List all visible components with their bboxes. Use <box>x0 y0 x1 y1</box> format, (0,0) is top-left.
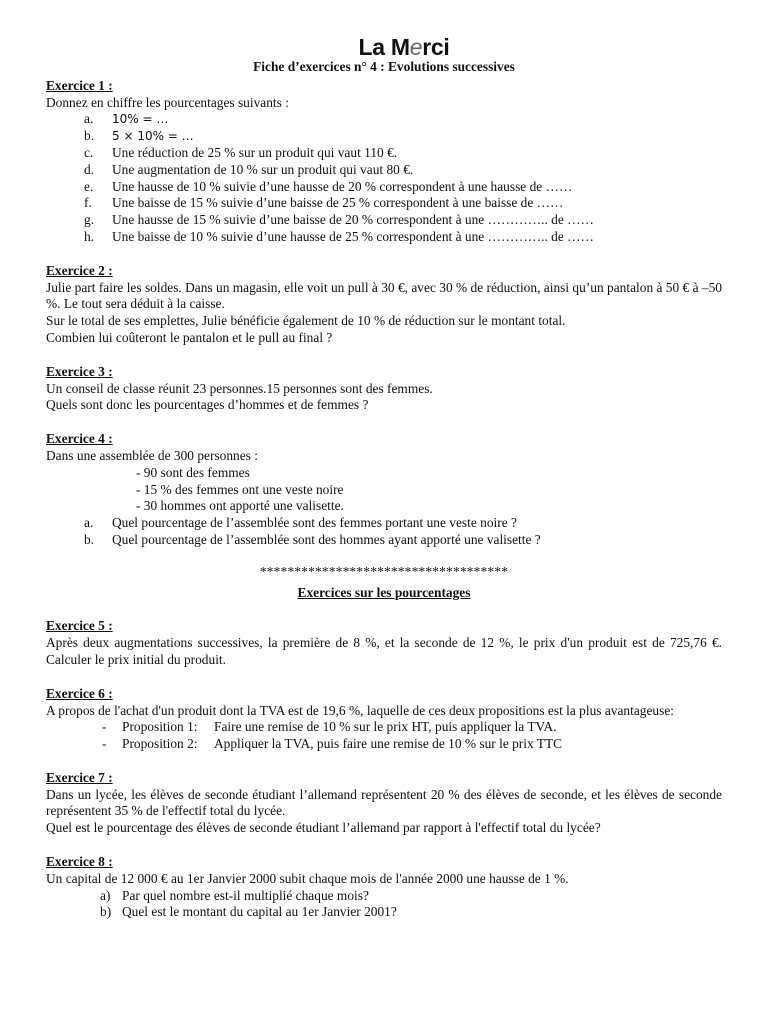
list-item <box>46 128 722 145</box>
exercise-8-questions <box>46 888 722 922</box>
list-item <box>46 229 722 246</box>
exercise-1-intro: Donnez en chiffre les pourcentages suivants : <box>46 94 289 110</box>
exercise-4-list <box>46 515 722 549</box>
logo-mark: e <box>409 34 423 60</box>
exercise-2-question: Combien lui coûteront le pantalon et le pull au final ? <box>46 329 333 345</box>
item-marker: b. <box>84 531 95 547</box>
fact-item: - 15 % des femmes ont une veste noire <box>136 481 344 497</box>
item-text: Quel pourcentage de l’assemblée sont des femmes portant une veste noire ? <box>112 515 517 531</box>
logo-text-end: rci <box>422 34 450 60</box>
item-text: 5 × 10% = … <box>112 129 194 144</box>
item-marker: - <box>102 719 107 735</box>
star-divider: ************************************ <box>259 563 509 579</box>
item-text: Une réduction de 25 % sur un produit qui vaut 110 €. <box>112 144 398 160</box>
exercise-3-paragraph: Un conseil de classe réunit 23 personnes.15 personnes sont des femmes. <box>46 380 433 396</box>
item-marker: e. <box>84 178 94 194</box>
exercise-7-paragraph: Dans un lycée, les élèves de seconde étudiant l’allemand représentent 20 % des élèves de seconde, et les élèves de seconde représentent 35 % de l'effectif total du lycée. <box>46 786 722 819</box>
exercise-6-paragraph: A propos de l'achat d'un produit dont la TVA est de 19,6 %, laquelle de ces deux propositions est la plus avantageuse: <box>46 702 674 718</box>
exercise-4-intro: Dans une assemblée de 300 personnes : <box>46 447 258 463</box>
exercise-3-question: Quels sont donc les pourcentages d’hommes et de femmes ? <box>46 397 369 413</box>
logo <box>86 34 722 60</box>
exercise-4-facts <box>46 465 722 515</box>
proposition-label: Proposition 1: <box>122 719 198 735</box>
item-text: Une baisse de 15 % suivie d’une baisse de 25 % correspondent à une baisse de …… <box>112 195 564 211</box>
exercise-7-title: Exercice 7 : <box>46 769 113 785</box>
exercise-5-title: Exercice 5 : <box>46 618 113 634</box>
worksheet-page <box>46 34 722 921</box>
item-text: Une augmentation de 10 % sur un produit qui vaut 80 €. <box>112 161 414 177</box>
item-marker: b. <box>84 128 95 144</box>
exercise-1-title: Exercice 1 : <box>46 77 113 93</box>
exercise-6-propositions <box>46 719 722 753</box>
proposition-item <box>46 719 722 736</box>
list-item <box>46 195 722 212</box>
fact-item: - 90 sont des femmes <box>136 464 250 480</box>
item-text: Une hausse de 15 % suivie d’une baisse de 20 % correspondent à une ………….. de …… <box>112 212 594 228</box>
item-text: Une baisse de 10 % suivie d’une hausse de 25 % correspondent à une ………….. de …… <box>112 228 594 244</box>
exercise-8-paragraph: Un capital de 12 000 € au 1er Janvier 2000 subit chaque mois de l'année 2000 une hausse de 1 %. <box>46 870 569 886</box>
exercise-2-title: Exercice 2 : <box>46 262 113 278</box>
question-text: Quel est le montant du capital au 1er Janvier 2001? <box>122 904 397 920</box>
proposition-label: Proposition 2: <box>122 736 198 752</box>
item-text: 10% = … <box>112 112 169 127</box>
exercise-2-paragraph-1: Julie part faire les soldes. Dans un magasin, elle voit un pull à 30 €, avec 30 % de réduction, ainsi qu’un pantalon à 50 € à –50 %. Le tout sera déduit à la caisse. <box>46 279 722 312</box>
exercise-6-title: Exercice 6 : <box>46 685 113 701</box>
exercise-3-title: Exercice 3 : <box>46 363 113 379</box>
item-marker: h. <box>84 228 95 244</box>
item-text: Une hausse de 10 % suivie d’une hausse de 20 % correspondent à une hausse de …… <box>112 178 573 194</box>
list-item <box>46 145 722 162</box>
exercise-1-list <box>46 111 722 245</box>
proposition-text: Faire une remise de 10 % sur le prix HT, puis appliquer la TVA. <box>214 719 557 735</box>
document-title: Fiche d’exercices n° 4 : Evolutions successives <box>253 59 515 74</box>
logo-text-start: La M <box>358 34 410 60</box>
exercise-4-title: Exercice 4 : <box>46 431 113 447</box>
question-item <box>46 904 722 921</box>
section-title: Exercices sur les pourcentages <box>297 584 471 600</box>
item-marker: d. <box>84 161 95 177</box>
item-marker: a. <box>84 111 94 127</box>
list-item <box>46 162 722 179</box>
item-marker: b) <box>100 904 112 920</box>
proposition-text: Appliquer la TVA, puis faire une remise de 10 % sur le prix TTC <box>214 736 563 752</box>
list-item <box>46 179 722 196</box>
fact-item: - 30 hommes ont apporté une valisette. <box>136 498 344 514</box>
exercise-7-question: Quel est le pourcentage des élèves de seconde étudiant l’allemand par rapport à l'effectif total du lycée? <box>46 820 601 836</box>
question-text: Par quel nombre est-il multiplié chaque mois? <box>122 887 369 903</box>
item-text: Quel pourcentage de l’assemblée sont des hommes ayant apporté une valisette ? <box>112 531 541 547</box>
item-marker: a) <box>100 887 111 903</box>
exercise-5-paragraph: Après deux augmentations successives, la première de 8 %, et la seconde de 12 %, le prix d'un produit est de 725,76 €. Calculer le prix initial du produit. <box>46 635 722 667</box>
list-item <box>46 111 722 128</box>
question-item <box>46 888 722 905</box>
item-marker: a. <box>84 515 94 531</box>
list-item <box>46 515 722 532</box>
proposition-item <box>46 736 722 753</box>
exercise-8-title: Exercice 8 : <box>46 854 113 870</box>
list-item <box>46 212 722 229</box>
item-marker: c. <box>84 144 94 160</box>
list-item <box>46 532 722 549</box>
item-marker: f. <box>84 195 92 211</box>
item-marker: g. <box>84 212 95 228</box>
item-marker: - <box>102 736 107 752</box>
exercise-2-paragraph-2: Sur le total de ses emplettes, Julie bénéficie également de 10 % de réduction sur le montant total. <box>46 313 566 329</box>
